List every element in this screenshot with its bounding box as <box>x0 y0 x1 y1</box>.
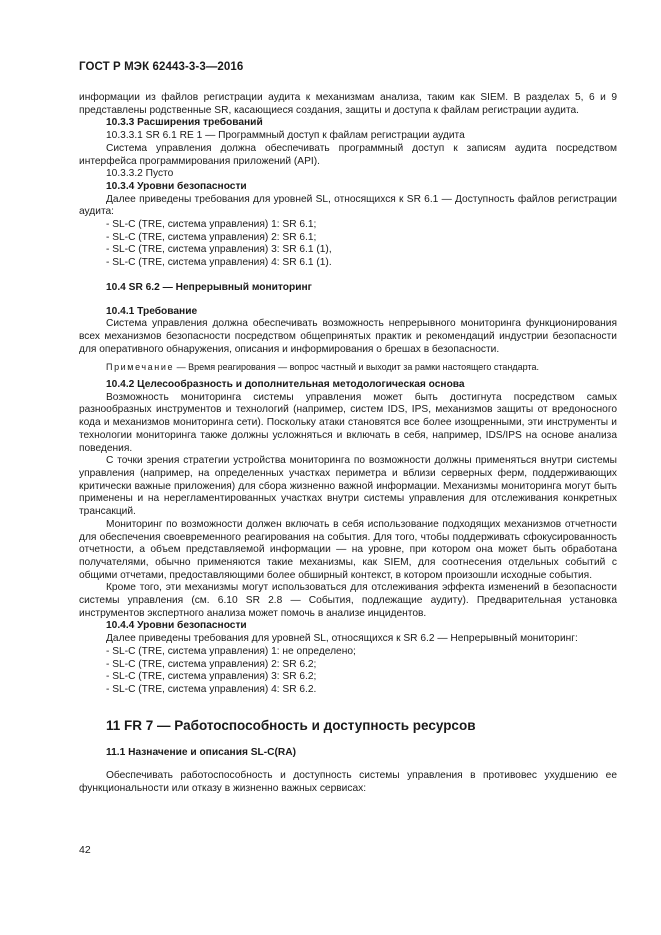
paragraph: С точки зрения стратегии устройства мониторинга по возможности должны применяться внутри системы управления (например, на определенных участках периметра и вблизи серверных ферм, поддерживающих критически важные приложения) для сбора жизненно важной информации. Механизмы мониторинга могут быть применены и на нерегламентированных участках внутри системы управления для отслеживания конкретных трансакций. <box>79 455 617 518</box>
heading-11-1: 11.1 Назначение и описания SL-C(RA) <box>106 746 297 758</box>
paragraph: 10.3.3.1 SR 6.1 RE 1 — Программный доступ к файлам регистрации аудита <box>106 130 465 142</box>
heading-10-3-4: 10.3.4 Уровни безопасности <box>106 180 247 192</box>
list-item: - SL-C (TRE, система управления) 4: SR 6.1 (1). <box>106 257 332 269</box>
list-item: - SL-C (TRE, система управления) 1: не определено; <box>106 645 356 657</box>
paragraph: информации из файлов регистрации аудита к механизмам анализа, таким как SIEM. В разделах 5, 6 и 9 представлены родственные SR, касающиеся создания, защиты и доступа к файлам регистрации аудита. <box>79 92 617 116</box>
list-item: - SL-C (TRE, система управления) 3: SR 6.2; <box>106 671 317 683</box>
heading-10-4-4: 10.4.4 Уровни безопасности <box>106 620 247 632</box>
list-item: - SL-C (TRE, система управления) 4: SR 6.2. <box>106 683 317 695</box>
heading-10-4-1: 10.4.1 Требование <box>106 305 198 317</box>
note <box>79 361 617 374</box>
note-label: Примечание <box>106 362 175 373</box>
standard-header: ГОСТ Р МЭК 62443-3-3—2016 <box>79 61 244 73</box>
heading-10-4: 10.4 SR 6.2 — Непрерывный мониторинг <box>106 281 312 293</box>
paragraph: 10.3.3.2 Пусто <box>106 168 174 180</box>
paragraph: Далее приведены требования для уровней SL, относящихся к SR 6.1 — Доступность файлов регистрации аудита: <box>79 193 617 218</box>
note-text: — Время реагирования — вопрос частный и выходит за рамки настоящего стандарта. <box>174 362 539 373</box>
paragraph: Возможность мониторинга системы управления может быть достигнута посредством самых разнообразных инструментов и технологий (например, систем IDS, IPS, механизмов защиты от вредоносного кода и механизмов мониторинга сети). Поскольку атаки становятся все более изощренными, эти инструменты и технологии мониторинга также должны усложняться и включать в себя, например, IDS/IPS на основе анализа поведения. <box>79 391 617 454</box>
paragraph: Система управления должна обеспечивать возможность непрерывного мониторинга функционирования всех механизмов безопасности посредством общепринятых практик и рекомендаций индустрии безопасности для оперативного обнаружения, описания и информирования о брешах в безопасности. <box>79 318 617 355</box>
page-body <box>79 92 617 796</box>
heading-10-3-3: 10.3.3 Расширения требований <box>106 117 263 129</box>
chapter-heading-11: 11 FR 7 — Работоспособность и доступность ресурсов <box>106 717 476 733</box>
list-item: - SL-C (TRE, система управления) 3: SR 6.1 (1), <box>106 244 332 256</box>
paragraph: Мониторинг по возможности должен включать в себя использование подходящих механизмов отчетности для обеспечения своевременного реагирования на события. Для того, чтобы поддерживать сфокусированность отчетности, а объем представляемой информации — на уровне, при котором она может быть обработана получателями, обычно применяются такие механизмы, как SIEM, для соотнесения отдельных событий с общими отчетами, предоставляющими более обширный контекст, в котором произошли исходные события. <box>79 518 617 581</box>
paragraph: Система управления должна обеспечивать программный доступ к записям аудита посредством интерфейса программирования приложений (API). <box>79 142 617 167</box>
paragraph: Обеспечивать работоспособность и доступность системы управления в противовес ухудшению ее функциональности или отказу в жизненно важных сервисах: <box>79 770 617 795</box>
paragraph: Далее приведены требования для уровней SL, относящихся к SR 6.2 — Непрерывный мониторинг: <box>106 633 578 645</box>
list-item: - SL-C (TRE, система управления) 1: SR 6.1; <box>106 219 317 231</box>
page-number: 42 <box>79 844 91 856</box>
list-item: - SL-C (TRE, система управления) 2: SR 6.2; <box>106 658 317 670</box>
paragraph: Кроме того, эти механизмы могут использоваться для отслеживания эффекта изменений в безопасности системы управления (см. 6.10 SR 2.8 — События, подлежащие аудиту). Предварительная установка инструментов экспертного анализа может помочь в анализе инцидентов. <box>79 582 617 619</box>
heading-10-4-2: 10.4.2 Целесообразность и дополнительная методологическая основа <box>106 379 465 391</box>
list-item: - SL-C (TRE, система управления) 2: SR 6.1; <box>106 231 317 243</box>
